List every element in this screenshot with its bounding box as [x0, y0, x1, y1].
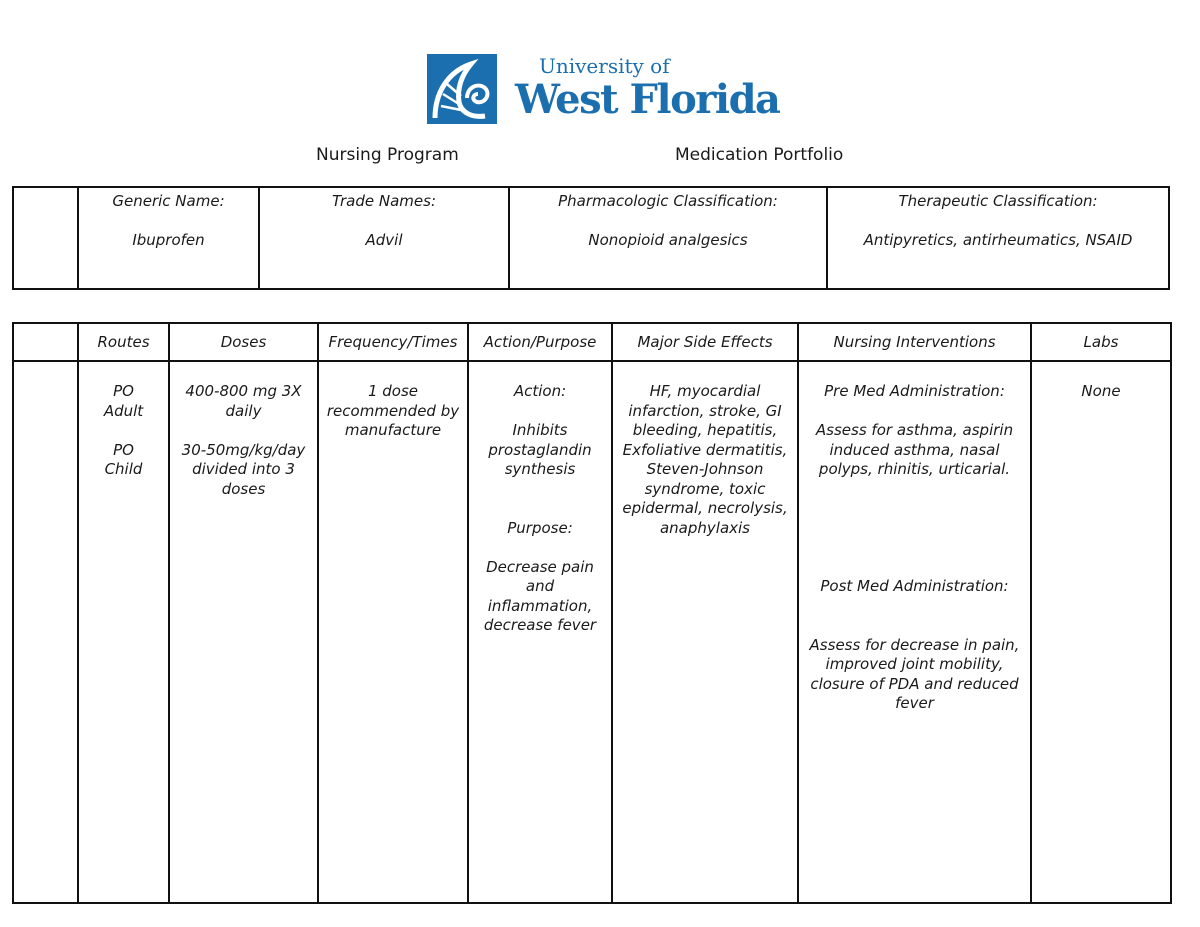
routes-cell	[78, 361, 169, 903]
pre-admin-label: Pre Med Administration:	[824, 382, 1005, 400]
pre-admin-text: Assess for asthma, aspirin induced asthma, nasal polyps, rhinitis, urticarial.	[815, 421, 1014, 478]
blank-header-cell	[13, 323, 78, 361]
pharmacologic-class-cell	[509, 187, 827, 289]
pharmacologic-class-label: Pharmacologic Classification:	[558, 192, 778, 210]
dose-adult: 400-800 mg 3X daily	[185, 382, 302, 420]
labs-cell: None	[1031, 361, 1171, 903]
routes-header: Routes	[78, 323, 169, 361]
labs-header: Labs	[1031, 323, 1171, 361]
nursing-interventions-header: Nursing Interventions	[798, 323, 1031, 361]
route-line: Adult	[103, 401, 144, 420]
post-admin-text: Assess for decrease in pain, improved joint mobility, closure of PDA and reduced fever	[809, 635, 1020, 712]
medication-details-table	[12, 322, 1172, 904]
route-line: PO	[113, 440, 134, 459]
action-label: Action:	[513, 382, 567, 400]
blank-body-cell	[13, 361, 78, 903]
generic-name-cell	[78, 187, 259, 289]
side-effects-cell: HF, myocardial infarction, stroke, GI bleeding, hepatitis, Exfoliative dermatitis, Steven-Johnson syndrome, toxic epidermal, necrolysis, anaphylaxis	[612, 361, 798, 903]
route-line: PO	[113, 382, 134, 400]
side-effects-header: Major Side Effects	[612, 323, 798, 361]
trade-names-cell	[259, 187, 509, 289]
portfolio-title: Medication Portfolio	[675, 145, 844, 165]
generic-name-value: Ibuprofen	[132, 230, 205, 249]
blank-cell	[13, 187, 78, 289]
frequency-header: Frequency/Times	[318, 323, 468, 361]
program-title: Nursing Program	[316, 145, 459, 165]
purpose-text: Decrease pain and inflammation, decrease fever	[483, 557, 597, 634]
post-admin-label: Post Med Administration:	[820, 577, 1009, 595]
drug-info-table	[12, 186, 1170, 290]
logo-line-1: University of	[539, 54, 670, 78]
action-text: Inhibits prostaglandin synthesis	[488, 421, 592, 478]
university-logo	[427, 52, 780, 128]
nautilus-shell-icon	[427, 54, 497, 124]
trade-names-label: Trade Names:	[332, 192, 436, 210]
doses-header: Doses	[169, 323, 318, 361]
therapeutic-class-cell	[827, 187, 1169, 289]
therapeutic-class-value: Antipyretics, antirheumatics, NSAID	[863, 230, 1133, 249]
dose-child: 30-50mg/kg/day divided into 3 doses	[181, 440, 306, 498]
purpose-label: Purpose:	[507, 518, 573, 537]
pharmacologic-class-value: Nonopioid analgesics	[588, 230, 748, 249]
therapeutic-class-label: Therapeutic Classification:	[898, 192, 1098, 210]
action-purpose-cell	[468, 361, 612, 903]
action-purpose-header: Action/Purpose	[468, 323, 612, 361]
doses-cell	[169, 361, 318, 903]
nursing-interventions-cell	[798, 361, 1031, 903]
trade-names-value: Advil	[365, 230, 403, 249]
route-line: Child	[104, 460, 143, 478]
generic-name-label: Generic Name:	[112, 192, 225, 210]
logo-line-2: West Florida	[515, 76, 780, 123]
frequency-cell: 1 dose recommended by manufacture	[318, 361, 468, 903]
